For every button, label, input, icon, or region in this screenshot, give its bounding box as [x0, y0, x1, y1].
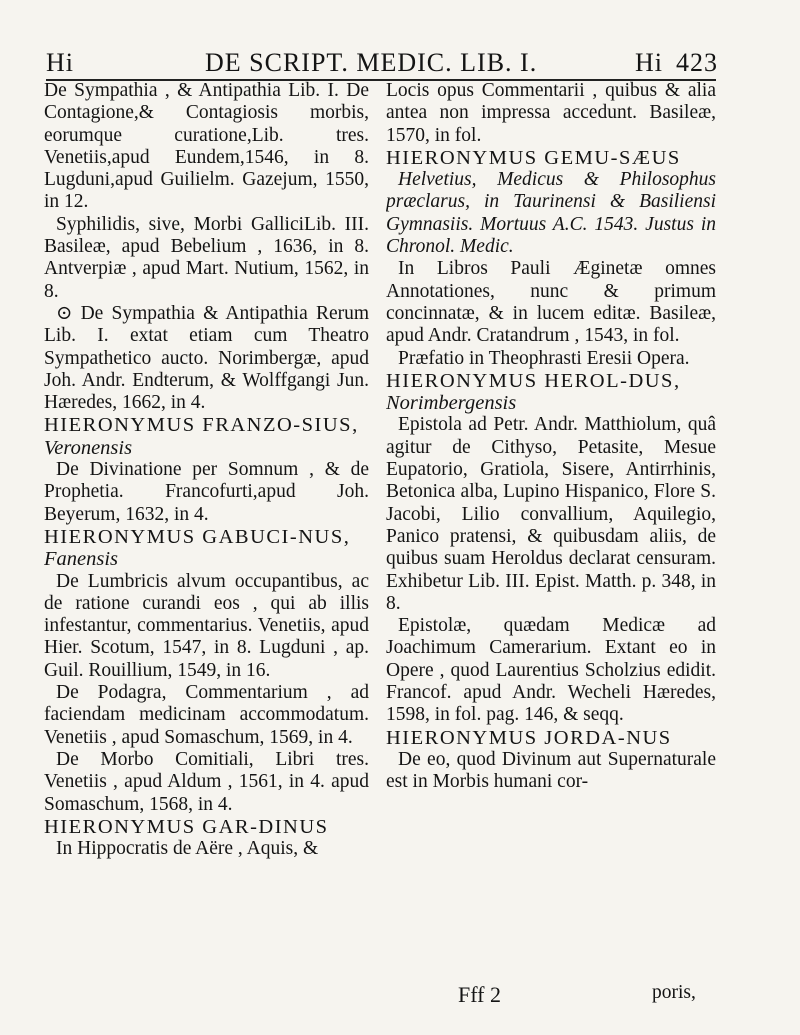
entry-paragraph: Syphilidis, sive, Morbi GalliciLib. III. Basileæ, apud Bebelium , 1636, in 8. Antverpiæ , apud Mart. Nutium, 1562, in 8.	[44, 213, 369, 302]
header-left-marker: Hi	[46, 48, 74, 77]
page-footer	[0, 982, 800, 1012]
entry-paragraph: De Lumbricis alvum occupantibus, ac de ratione curandi eos , qui ab illis infestantur, commentarius. Venetiis, apud Hier. Scotum, 1547, in 8. Lugduni , ap. Guil. Rouillium, 1549, in 16.	[44, 570, 369, 681]
entry-paragraph: Locis opus Commentarii , quibus & alia antea non impressa accedunt. Basileæ, 1570, in fol.	[386, 80, 716, 146]
page-number: 423	[676, 48, 718, 77]
header-title: DE SCRIPT. MEDIC. LIB. I.	[205, 48, 538, 77]
entry-paragraph: In Hippocratis de Aëre , Aquis, &	[56, 838, 319, 860]
author-heading	[386, 370, 716, 415]
entry-paragraph: In Libros Pauli Æginetæ omnes Annotationes, nunc & primum concinnatæ, & in lucem editæ. Basileæ, apud Andr. Cratandrum , 1543, in fol.	[386, 258, 716, 347]
entry-paragraph: Epistolæ, quædam Medicæ ad Joachimum Camerarium. Extant eo in Opere , quod Laurentius Scholzius edidit. Francof. apud Andr. Wecheli Hæredes, 1598, in fol. pag. 146, & seqq.	[386, 615, 716, 726]
signature-mark: Fff 2	[458, 982, 501, 1007]
author-origin: Fanensis	[44, 548, 119, 571]
author-origin: Norimbergensis	[386, 392, 517, 415]
entry-paragraph	[44, 303, 369, 414]
entry-paragraph: De Sympathia , & Antipathia Lib. I. De Contagione,& Contagiosis morbis, eorumque curatione,Lib. tres. Venetiis,apud Eundem,1546, in 8. Lugduni,apud Guilielm. Gazejum, 1550, in 12.	[44, 80, 369, 213]
author-heading	[44, 414, 369, 459]
author-heading	[44, 526, 369, 571]
right-column	[386, 80, 716, 987]
header-right-marker: Hi	[635, 48, 663, 77]
entry-paragraph: De eo, quod Divinum aut Supernaturale est in Morbis humani cor-	[386, 748, 716, 793]
author-biography: Helvetius, Medicus & Philosophus præclarus, in Taurinensi & Basiliensi Gymnasiis. Mortuus A.C. 1543. Justus in Chronol. Medic.	[386, 169, 716, 258]
author-name: HIERONYMUS HEROL-DUS,	[386, 369, 681, 392]
entry-paragraph: Epistola ad Petr. Andr. Matthiolum, quâ agitur de Cithyso, Petasite, Mesue Eupatorio, Gratiola, Sisere, Antirrhinis, Betonica alba, Lupino Hispanico, Flore S. Jacobi, Lilio convallium, Aquilegio, Panico pratensi, & quibusdam aliis, de quibus suam Heroldus declarat censuram. Exhibetur Lib. III. Epist. Matth. p. 348, in 8.	[386, 414, 716, 614]
author-name: HIERONYMUS GABUCI-NUS,	[44, 525, 351, 548]
entry-paragraph: De Divinatione per Somnum , & de Prophetia. Francofurti,apud Joh. Beyerum, 1632, in 4.	[44, 459, 369, 525]
author-origin: Veronensis	[44, 436, 133, 459]
author-heading: HIERONYMUS GAR-DINUS	[44, 815, 329, 838]
author-name: HIERONYMUS FRANZO-SIUS,	[44, 414, 359, 437]
entry-paragraph: De Podagra, Commentarium , ad faciendam medicinam accommodatum. Venetiis , apud Somaschum, 1569, in 4.	[44, 682, 369, 748]
entry-text: De Sympathia & Antipathia Rerum Lib. I. extat etiam cum Theatro Sympathetico aucto. Norimbergæ, apud Joh. Andr. Endterum, & Wolffgangi Jun. Hæredes, 1662, in 4.	[44, 302, 369, 414]
entry-paragraph: Præfatio in Theophrasti Eresii Opera.	[398, 347, 690, 369]
author-heading: HIERONYMUS GEMU-SÆUS	[386, 146, 681, 169]
circle-dot-symbol: ⊙	[56, 302, 73, 324]
left-column	[44, 80, 369, 987]
author-heading: HIERONYMUS JORDA-NUS	[386, 726, 672, 749]
catchword: poris,	[652, 982, 696, 1003]
entry-paragraph: De Morbo Comitiali, Libri tres. Venetiis , apud Aldum , 1561, in 4. apud Somaschum, 1568, in 4.	[44, 748, 369, 815]
